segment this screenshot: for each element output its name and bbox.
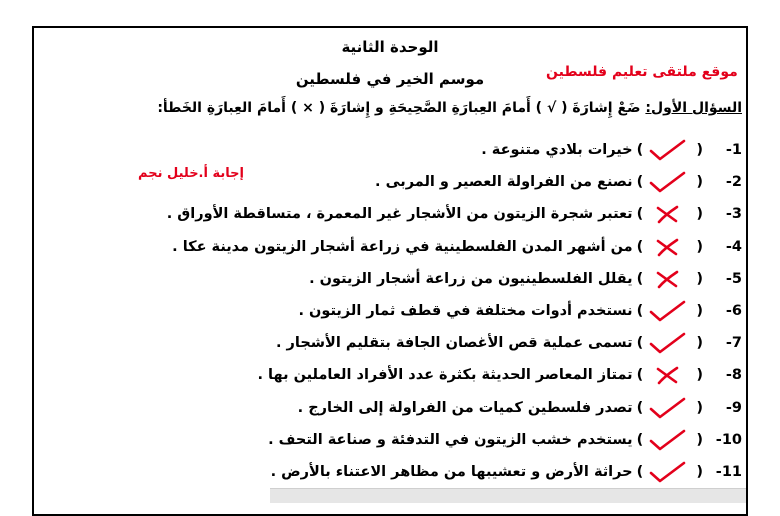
- item-number: 2-: [725, 174, 742, 191]
- close-paren: ): [636, 174, 644, 191]
- item-text: من أشهر المدن الفلسطينية في زراعة أشجار الزيتون مدينة عكا .: [172, 238, 633, 255]
- question-text: ضَعْ إِشارَةَ ( √ ) أَمامَ العِبارَةِ الصَّحِيحَةِ و إِشارَةَ ( × ) أَمامَ العِبارَةِ الخَطأ:: [157, 100, 646, 116]
- open-paren: (: [691, 206, 708, 223]
- item-text: تسمى عملية قص الأغصان الجافة بتقليم الأشجار .: [276, 335, 633, 352]
- answer-credit: إجابة أ.خليل نجم: [138, 166, 244, 181]
- close-paren: ): [636, 303, 644, 319]
- open-paren: (: [691, 399, 708, 416]
- item-text: نصنع من الفراولة العصير و المربى .: [375, 174, 633, 191]
- item-number: 6-: [725, 303, 742, 319]
- open-paren: (: [691, 335, 708, 352]
- open-paren: (: [691, 303, 708, 319]
- open-paren: (: [691, 367, 708, 384]
- close-paren: ): [636, 142, 644, 158]
- list-item: [375, 168, 742, 196]
- cross-mark-icon: [647, 235, 687, 259]
- check-mark-icon: [647, 460, 687, 484]
- list-item: [309, 265, 742, 293]
- check-mark-icon: [647, 299, 687, 323]
- unit-title: الوحدة الثانية: [341, 38, 439, 56]
- item-text: يستخدم خشب الزيتون في التدفئة و صناعة التحف .: [268, 431, 633, 448]
- list-item: [167, 200, 742, 228]
- list-item: [268, 426, 742, 454]
- item-number: 3-: [725, 206, 742, 223]
- lesson-title: موسم الخير في فلسطين: [295, 70, 485, 88]
- open-paren: (: [691, 464, 708, 480]
- open-paren: (: [691, 238, 708, 255]
- list-item: [271, 458, 742, 486]
- list-item: [276, 329, 742, 357]
- item-text: نستخدم أدوات مختلفة في قطف ثمار الزيتون .: [298, 303, 633, 319]
- close-paren: ): [636, 431, 644, 448]
- question-heading: [42, 100, 742, 116]
- cross-mark-icon: [647, 363, 687, 387]
- item-number: 8-: [725, 367, 742, 384]
- item-text: حراثة الأرض و تعشيبها من مظاهر الاعتناء بالأرض .: [270, 464, 633, 480]
- item-number: 4-: [725, 238, 742, 255]
- close-paren: ): [636, 464, 644, 480]
- close-paren: ): [636, 367, 644, 384]
- item-text: تصدر فلسطين كميات من الفراولة إلى الخارج .: [297, 399, 633, 416]
- list-item: [298, 394, 742, 422]
- close-paren: ): [636, 270, 644, 287]
- open-paren: (: [691, 174, 708, 191]
- cross-mark-icon: [647, 202, 687, 226]
- check-mark-icon: [647, 138, 687, 162]
- site-label: موقع ملتقى تعليم فلسطين: [546, 64, 738, 80]
- close-paren: ): [636, 399, 644, 416]
- bottom-box: [270, 488, 746, 503]
- close-paren: ): [636, 206, 644, 223]
- item-number: 10-: [715, 431, 742, 448]
- close-paren: ): [636, 335, 644, 352]
- item-number: 1-: [725, 142, 742, 158]
- list-item: [298, 297, 742, 325]
- item-number: 7-: [725, 335, 742, 352]
- item-text: خيرات بلادي متنوعة .: [481, 142, 633, 158]
- open-paren: (: [691, 142, 708, 158]
- item-text: تعتبر شجرة الزيتون من الأشجار غير المعمرة ، متساقطة الأوراق .: [166, 206, 633, 223]
- list-item: [172, 233, 742, 261]
- question-label: السؤال الأول:: [645, 100, 742, 116]
- close-paren: ): [636, 238, 644, 255]
- check-mark-icon: [647, 170, 687, 194]
- check-mark-icon: [647, 428, 687, 452]
- open-paren: (: [691, 431, 708, 448]
- check-mark-icon: [647, 396, 687, 420]
- list-item: [481, 136, 742, 164]
- cross-mark-icon: [647, 267, 687, 291]
- item-text: تمتاز المعاصر الحديثة بكثرة عدد الأفراد العاملين بها .: [257, 367, 633, 384]
- item-text: يقلل الفلسطينيون من زراعة أشجار الزيتون .: [309, 270, 633, 287]
- list-item: [258, 361, 743, 389]
- item-number: 11-: [715, 464, 742, 480]
- item-number: 9-: [725, 399, 742, 416]
- open-paren: (: [691, 270, 708, 287]
- item-number: 5-: [725, 270, 742, 287]
- check-mark-icon: [647, 331, 687, 355]
